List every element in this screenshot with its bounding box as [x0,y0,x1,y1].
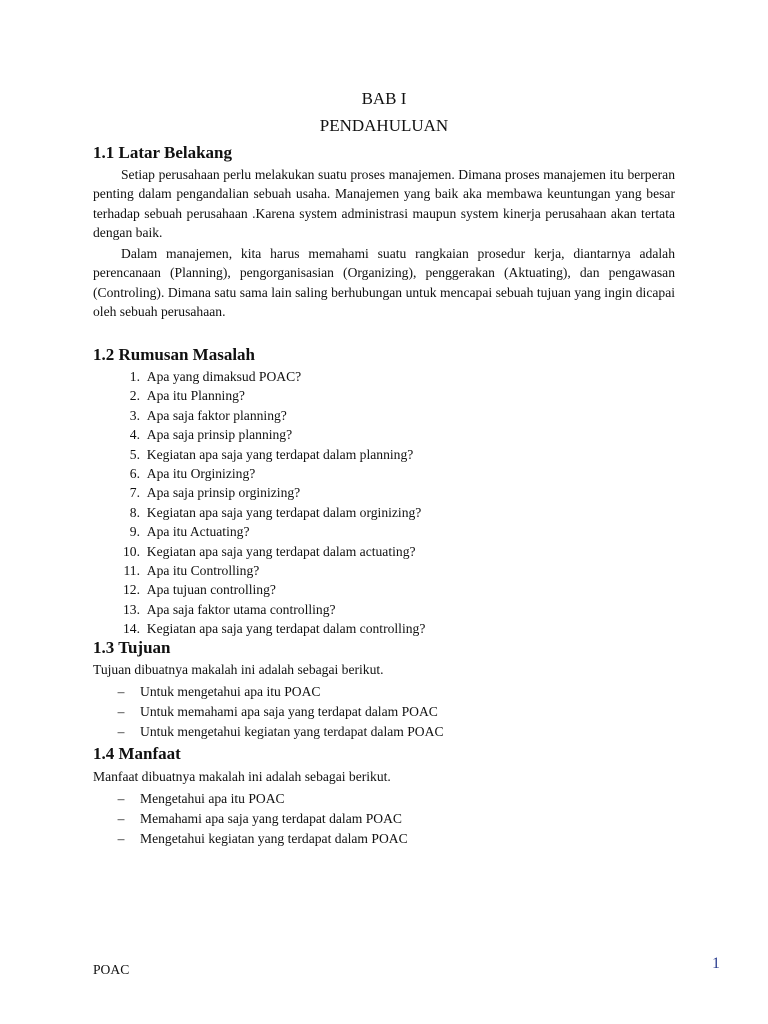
list-text: Apa tujuan controlling? [146,582,276,598]
list-text: Untuk mengetahui apa itu POAC [140,684,321,699]
list-text: Apa itu Orginizing? [146,465,256,481]
paragraph-latar-2: Dalam manajemen, kita harus memahami suatu rangkaian prosedur kerja, diantarnya adalah perencanaan (Planning), pengorganisasian (Organizing), penggerakan (Aktuating), dan pengawasan (Controling). Dimana satu sama lain saling berhubungan untuk mencapai sebuah tujuan yang ingin dicapai oleh sebuah perusahaan. [93,246,675,320]
list-item [93,425,425,444]
list-item [93,561,425,580]
list-item [93,722,444,742]
list-number: 1. [129,369,140,384]
tujuan-intro: Tujuan dibuatnya makalah ini adalah sebagai berikut. [93,662,384,677]
list-item [93,483,425,502]
list-number: 3. [129,407,140,423]
list-text: Apa saja faktor planning? [146,407,287,423]
list-item [93,464,425,483]
paragraph-latar-1: Setiap perusahaan perlu melakukan suatu proses manajemen. Dimana proses manajemen itu berperan penting dalam pengandalian sebuah usaha. Manajemen yang baik aka membawa keuntungan yang besar terhadap sebuah perusahaan .Karena system administrasi maupun system kinerja perusahaan akan tertata dengan baik. [93,167,675,241]
list-number: 12. [123,582,140,598]
section-heading-latar-belakang: 1.1 Latar Belakang [93,143,233,162]
list-item [93,406,425,425]
list-text: Apa itu Actuating? [146,524,250,540]
chapter-number: BAB I [361,89,407,108]
list-text: Apa saja prinsip orginizing? [146,485,301,501]
list-number: 7. [129,485,140,501]
list-number: 13. [123,601,140,617]
list-item [93,829,408,849]
list-text: Kegiatan apa saja yang terdapat dalam orginizing? [146,504,422,520]
list-item [93,600,425,619]
list-item [93,789,408,809]
dash-bullet: – [117,704,125,719]
list-number: 4. [129,427,140,443]
dash-bullet: – [117,684,125,699]
list-text: Apa saja faktor utama controlling? [146,601,336,617]
manfaat-intro: Manfaat dibuatnya makalah ini adalah sebagai berikut. [93,769,391,784]
dash-bullet: – [117,791,125,806]
list-text: Kegiatan apa saja yang terdapat dalam controlling? [146,621,426,637]
section-heading-rumusan-masalah: 1.2 Rumusan Masalah [93,345,256,364]
footer-label: POAC [93,962,130,977]
rumusan-list [93,367,425,638]
list-number: 8. [129,504,140,520]
tujuan-list [93,682,444,742]
list-item [93,580,425,599]
list-text: Untuk memahami apa saja yang terdapat dalam POAC [140,704,438,719]
list-text: Mengetahui apa itu POAC [140,791,285,806]
section-heading-manfaat: 1.4 Manfaat [93,744,181,763]
list-item [93,702,444,722]
list-number: 6. [129,465,140,481]
list-number: 11. [123,562,140,578]
manfaat-list [93,789,408,849]
dash-bullet: – [117,831,125,846]
list-item [93,619,425,638]
list-text: Apa itu Controlling? [146,562,260,578]
dash-bullet: – [117,811,125,826]
section-heading-tujuan: 1.3 Tujuan [93,638,171,657]
list-item [93,542,425,561]
dash-bullet: – [117,724,125,739]
list-number: 9. [129,524,140,540]
list-item [93,682,444,702]
list-item [93,445,425,464]
list-text: Kegiatan apa saja yang terdapat dalam actuating? [146,543,416,559]
list-item [93,503,425,522]
chapter-title: PENDAHULUAN [319,116,449,135]
list-item [93,367,425,386]
list-text: Mengetahui kegiatan yang terdapat dalam POAC [140,831,408,846]
list-number: 5. [129,446,140,462]
list-text: Memahami apa saja yang terdapat dalam POAC [140,811,402,826]
list-number: 14. [123,621,140,637]
list-item [93,809,408,829]
list-text: Kegiatan apa saja yang terdapat dalam planning? [146,446,414,462]
list-number: 2. [129,388,140,404]
list-item [93,522,425,541]
list-text: Apa itu Planning? [146,388,245,404]
list-item [93,386,425,405]
list-number: 10. [123,543,140,559]
list-text: Apa saja prinsip planning? [146,427,293,443]
list-text: Untuk mengetahui kegiatan yang terdapat dalam POAC [140,724,444,739]
page-number: 1 [712,955,720,972]
list-text: Apa yang dimaksud POAC? [146,369,302,384]
